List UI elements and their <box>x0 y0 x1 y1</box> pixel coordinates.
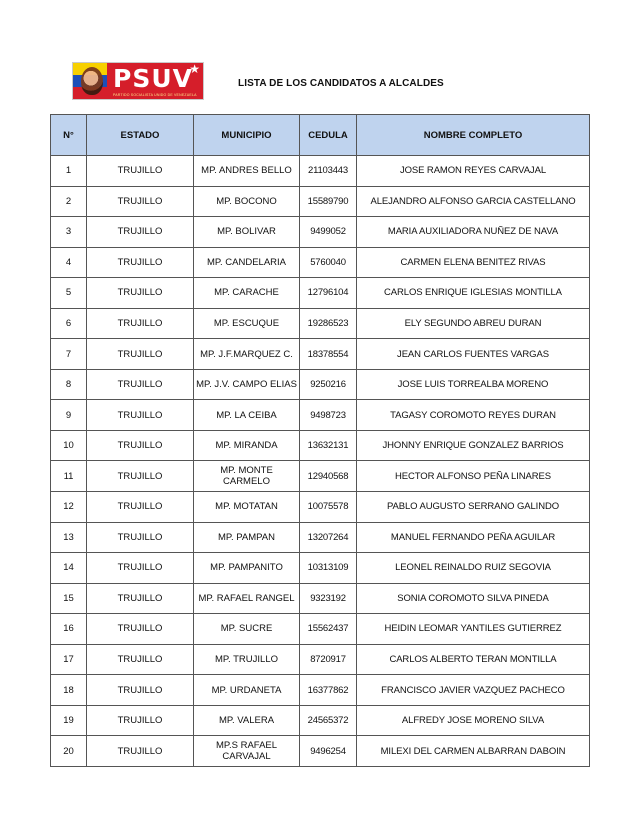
table-row <box>51 644 590 675</box>
cell-cedula: 9496254 <box>300 736 357 767</box>
cell-estado: TRUJILLO <box>87 675 194 706</box>
table-row <box>51 522 590 553</box>
cell-number: 14 <box>51 553 87 584</box>
cell-municipio: MP. TRUJILLO <box>194 644 300 675</box>
logo-red-block <box>107 63 203 99</box>
cell-nombre: MARIA AUXILIADORA NUÑEZ DE NAVA <box>357 217 590 248</box>
cell-estado: TRUJILLO <box>87 705 194 736</box>
cell-cedula: 21103443 <box>300 156 357 187</box>
cell-nombre: JOSE RAMON REYES CARVAJAL <box>357 156 590 187</box>
cell-municipio: MP. MIRANDA <box>194 430 300 461</box>
logo-wordmark: PSUV <box>113 64 193 93</box>
cell-estado: TRUJILLO <box>87 247 194 278</box>
cell-estado: TRUJILLO <box>87 736 194 767</box>
cell-municipio: MP. PAMPAN <box>194 522 300 553</box>
logo-flag-stripes <box>73 63 107 99</box>
cell-municipio: MP. CANDELARIA <box>194 247 300 278</box>
cell-number: 13 <box>51 522 87 553</box>
table-row <box>51 553 590 584</box>
table-row <box>51 614 590 645</box>
column-header-municipio: MUNICIPIO <box>194 115 300 156</box>
table-row <box>51 369 590 400</box>
cell-number: 5 <box>51 278 87 309</box>
cell-estado: TRUJILLO <box>87 553 194 584</box>
cell-municipio: MP. RAFAEL RANGEL <box>194 583 300 614</box>
cell-cedula: 13207264 <box>300 522 357 553</box>
cell-nombre: CARLOS ALBERTO TERAN MONTILLA <box>357 644 590 675</box>
cell-municipio: MP. VALERA <box>194 705 300 736</box>
table-row <box>51 430 590 461</box>
cell-number: 7 <box>51 339 87 370</box>
cell-cedula: 5760040 <box>300 247 357 278</box>
cell-nombre: CARMEN ELENA BENITEZ RIVAS <box>357 247 590 278</box>
table-row <box>51 156 590 187</box>
table-row <box>51 583 590 614</box>
cell-nombre: ALFREDY JOSE MORENO SILVA <box>357 705 590 736</box>
table-row <box>51 675 590 706</box>
cell-number: 6 <box>51 308 87 339</box>
cell-nombre: PABLO AUGUSTO SERRANO GALINDO <box>357 492 590 523</box>
table-row <box>51 400 590 431</box>
cell-number: 16 <box>51 614 87 645</box>
cell-municipio: MP. J.V. CAMPO ELIAS <box>194 369 300 400</box>
cell-estado: TRUJILLO <box>87 492 194 523</box>
cell-municipio: MP. MOTATAN <box>194 492 300 523</box>
cell-nombre: SONIA COROMOTO SILVA PINEDA <box>357 583 590 614</box>
cell-municipio: MP. LA CEIBA <box>194 400 300 431</box>
cell-cedula: 9499052 <box>300 217 357 248</box>
cell-number: 8 <box>51 369 87 400</box>
cell-nombre: CARLOS ENRIQUE IGLESIAS MONTILLA <box>357 278 590 309</box>
psuv-logo <box>72 62 204 100</box>
cell-municipio: MP. ESCUQUE <box>194 308 300 339</box>
logo-subtext: PARTIDO SOCIALISTA UNIDO DE VENEZUELA <box>113 93 197 97</box>
cell-estado: TRUJILLO <box>87 156 194 187</box>
cell-cedula: 15562437 <box>300 614 357 645</box>
cell-nombre: HECTOR ALFONSO PEÑA LINARES <box>357 461 590 492</box>
cell-municipio: MP. PAMPANITO <box>194 553 300 584</box>
cell-nombre: ELY SEGUNDO ABREU DURAN <box>357 308 590 339</box>
cell-municipio: MP. J.F.MARQUEZ C. <box>194 339 300 370</box>
cell-cedula: 9498723 <box>300 400 357 431</box>
cell-municipio: MP. URDANETA <box>194 675 300 706</box>
cell-nombre: LEONEL REINALDO RUIZ SEGOVIA <box>357 553 590 584</box>
cell-municipio: MP. ANDRES BELLO <box>194 156 300 187</box>
cell-number: 15 <box>51 583 87 614</box>
cell-nombre: MILEXI DEL CARMEN ALBARRAN DABOIN <box>357 736 590 767</box>
cell-number: 20 <box>51 736 87 767</box>
cell-municipio: MP. BOLIVAR <box>194 217 300 248</box>
cell-nombre: HEIDIN LEOMAR YANTILES GUTIERREZ <box>357 614 590 645</box>
table-row <box>51 705 590 736</box>
cell-estado: TRUJILLO <box>87 430 194 461</box>
table-row <box>51 186 590 217</box>
column-header-nombre: NOMBRE COMPLETO <box>357 115 590 156</box>
table-row <box>51 461 590 492</box>
cell-estado: TRUJILLO <box>87 583 194 614</box>
cell-cedula: 12940568 <box>300 461 357 492</box>
cell-cedula: 10313109 <box>300 553 357 584</box>
logo-portrait <box>81 67 103 95</box>
cell-estado: TRUJILLO <box>87 461 194 492</box>
cell-nombre: TAGASY COROMOTO REYES DURAN <box>357 400 590 431</box>
cell-nombre: ALEJANDRO ALFONSO GARCIA CASTELLANO <box>357 186 590 217</box>
cell-cedula: 15589790 <box>300 186 357 217</box>
cell-municipio: MP. BOCONO <box>194 186 300 217</box>
cell-nombre: JOSE LUIS TORREALBA MORENO <box>357 369 590 400</box>
cell-number: 11 <box>51 461 87 492</box>
cell-estado: TRUJILLO <box>87 522 194 553</box>
table-row <box>51 217 590 248</box>
table-row <box>51 339 590 370</box>
table-row <box>51 308 590 339</box>
cell-estado: TRUJILLO <box>87 644 194 675</box>
cell-estado: TRUJILLO <box>87 217 194 248</box>
cell-number: 19 <box>51 705 87 736</box>
cell-estado: TRUJILLO <box>87 278 194 309</box>
page-title: LISTA DE LOS CANDIDATOS A ALCALDES <box>238 78 444 89</box>
cell-cedula: 13632131 <box>300 430 357 461</box>
cell-number: 17 <box>51 644 87 675</box>
cell-number: 12 <box>51 492 87 523</box>
column-header-cedula: CEDULA <box>300 115 357 156</box>
table-row <box>51 278 590 309</box>
cell-cedula: 16377862 <box>300 675 357 706</box>
cell-number: 9 <box>51 400 87 431</box>
cell-cedula: 24565372 <box>300 705 357 736</box>
table-row <box>51 736 590 767</box>
cell-estado: TRUJILLO <box>87 308 194 339</box>
cell-number: 1 <box>51 156 87 187</box>
cell-estado: TRUJILLO <box>87 614 194 645</box>
cell-cedula: 9250216 <box>300 369 357 400</box>
cell-cedula: 18378554 <box>300 339 357 370</box>
cell-cedula: 10075578 <box>300 492 357 523</box>
cell-estado: TRUJILLO <box>87 400 194 431</box>
cell-municipio: MP. MONTE CARMELO <box>194 461 300 492</box>
cell-municipio: MP. SUCRE <box>194 614 300 645</box>
cell-number: 2 <box>51 186 87 217</box>
column-header-number: N° <box>51 115 87 156</box>
cell-municipio: MP. CARACHE <box>194 278 300 309</box>
cell-estado: TRUJILLO <box>87 186 194 217</box>
cell-municipio: MP.S RAFAEL CARVAJAL <box>194 736 300 767</box>
cell-nombre: JEAN CARLOS FUENTES VARGAS <box>357 339 590 370</box>
cell-nombre: JHONNY ENRIQUE GONZALEZ BARRIOS <box>357 430 590 461</box>
cell-cedula: 19286523 <box>300 308 357 339</box>
column-header-estado: ESTADO <box>87 115 194 156</box>
cell-estado: TRUJILLO <box>87 339 194 370</box>
cell-number: 4 <box>51 247 87 278</box>
cell-nombre: FRANCISCO JAVIER VAZQUEZ PACHECO <box>357 675 590 706</box>
star-icon: ★ <box>189 62 200 76</box>
cell-number: 3 <box>51 217 87 248</box>
cell-nombre: MANUEL FERNANDO PEÑA AGUILAR <box>357 522 590 553</box>
cell-cedula: 8720917 <box>300 644 357 675</box>
table-header-row <box>51 115 590 156</box>
cell-cedula: 9323192 <box>300 583 357 614</box>
cell-number: 10 <box>51 430 87 461</box>
candidates-table <box>50 114 590 767</box>
table-row <box>51 247 590 278</box>
cell-estado: TRUJILLO <box>87 369 194 400</box>
cell-number: 18 <box>51 675 87 706</box>
table-row <box>51 492 590 523</box>
cell-cedula: 12796104 <box>300 278 357 309</box>
